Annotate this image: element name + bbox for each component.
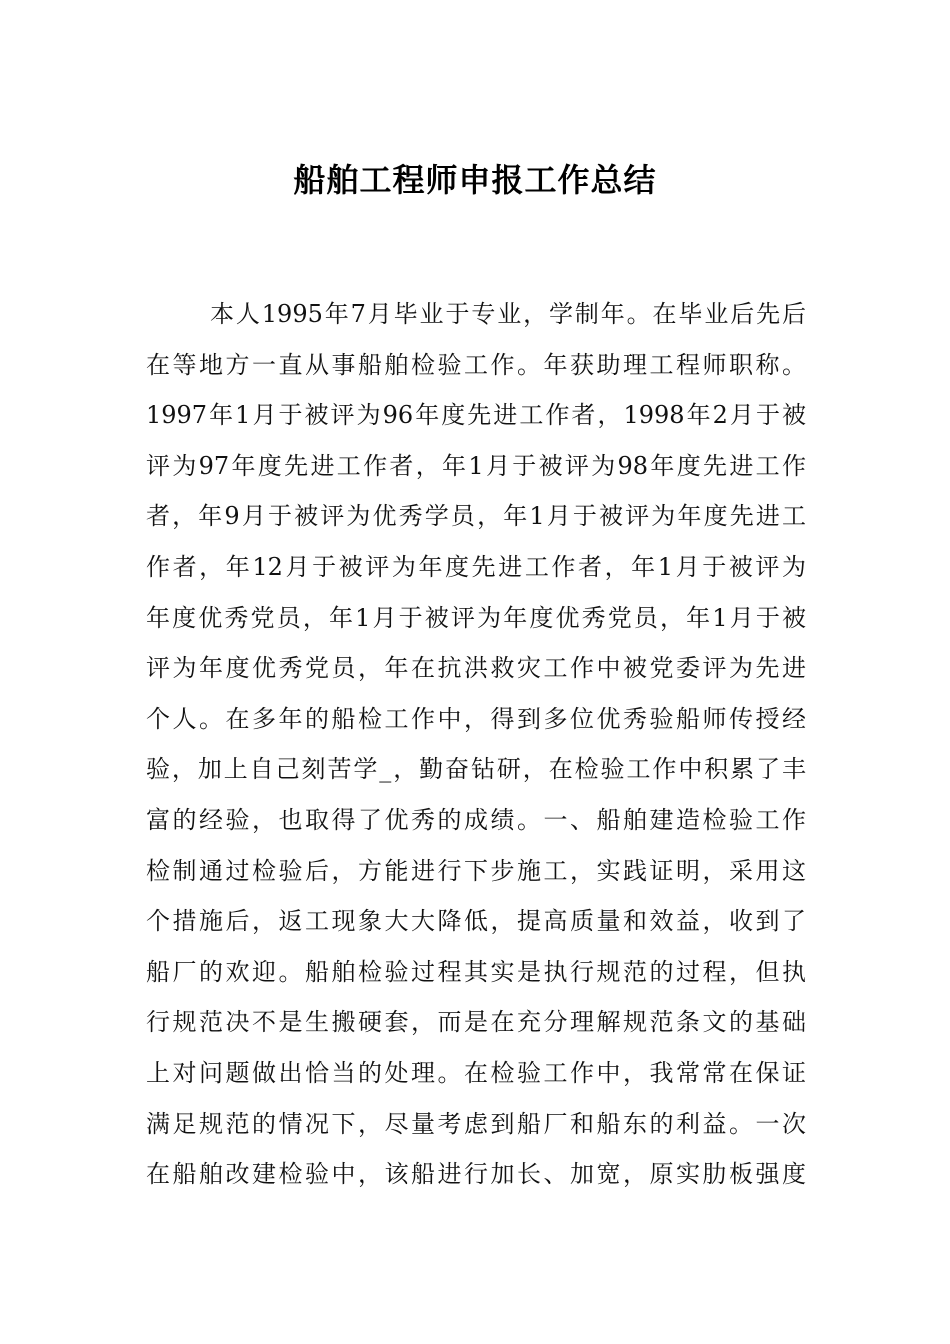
body-line: 船厂的欢迎。船舶检验过程其实是执行规范的过程，但执 [146, 957, 806, 986]
body-line: 行规范决不是生搬硬套，而是在充分理解规范条文的基础 [146, 1008, 806, 1037]
body-line: 验，加上自己刻苦学_，勤奋钻研，在检验工作中积累了丰 [146, 755, 806, 784]
body-line: 富的经验，也取得了优秀的成绩。一、船舶建造检验工作 [146, 805, 806, 834]
document-body [146, 289, 806, 1200]
body-line: 者，年9月于被评为优秀学员，年1月于被评为年度先进工 [146, 502, 806, 531]
body-line: 满足规范的情况下，尽量考虑到船厂和船东的利益。一次 [146, 1109, 806, 1138]
body-line: 在等地方一直从事船舶检验工作。年获助理工程师职称。 [146, 350, 806, 379]
body-line: 1997年1月于被评为96年度先进工作者，1998年2月于被 [146, 401, 806, 430]
body-line: 评为97年度先进工作者，年1月于被评为98年度先进工作 [146, 451, 806, 480]
document-title: 船舶工程师申报工作总结 [293, 161, 657, 199]
body-line: 个人。在多年的船检工作中，得到多位优秀验船师传授经 [146, 704, 806, 733]
body-line: 本人1995年7月毕业于专业，学制年。在毕业后先后 [210, 300, 806, 328]
body-line: 检制通过检验后，方能进行下步施工，实践证明，采用这 [146, 856, 806, 885]
body-line: 年度优秀党员，年1月于被评为年度优秀党员，年1月于被 [146, 603, 806, 632]
body-line: 个措施后，返工现象大大降低，提高质量和效益，收到了 [146, 907, 806, 936]
body-line: 在船舶改建检验中，该船进行加长、加宽，原实肋板强度 [146, 1160, 806, 1189]
body-line: 评为年度优秀党员，年在抗洪救灾工作中被党委评为先进 [146, 654, 806, 683]
body-line: 作者，年12月于被评为年度先进工作者，年1月于被评为 [146, 552, 806, 581]
body-line: 上对问题做出恰当的处理。在检验工作中，我常常在保证 [146, 1058, 806, 1087]
